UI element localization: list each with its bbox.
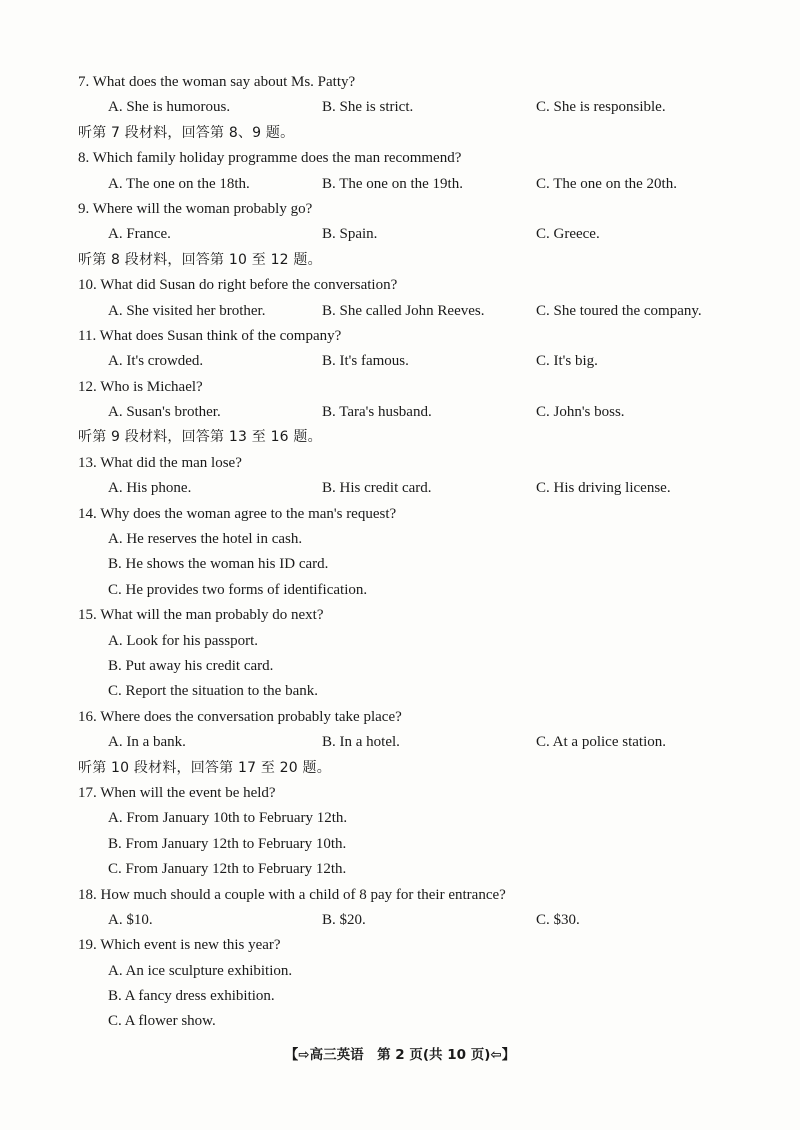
answer-option-a: A. She visited her brother. bbox=[108, 302, 266, 319]
answer-options-row bbox=[78, 299, 738, 324]
section-instruction: 听第 9 段材料，回答第 13 至 16 题。 bbox=[78, 429, 322, 446]
answer-option-a: A. His phone. bbox=[108, 480, 192, 497]
question-stem: 7. What does the woman say about Ms. Patty? bbox=[78, 74, 356, 90]
answer-option-c: C. At a police station. bbox=[536, 734, 666, 751]
question-stem: 9. Where will the woman probably go? bbox=[78, 200, 313, 217]
answer-option-b: B. In a hotel. bbox=[322, 734, 400, 751]
answer-option: B. He shows the woman his ID card. bbox=[108, 556, 329, 573]
answer-option: A. An ice sculpture exhibition. bbox=[108, 962, 293, 979]
answer-options-row bbox=[78, 172, 738, 197]
answer-option-b: B. She is strict. bbox=[322, 99, 414, 116]
answer-option-a: A. The one on the 18th. bbox=[108, 175, 250, 192]
answer-option: C. From January 12th to February 12th. bbox=[108, 861, 347, 878]
answer-option-a: A. Susan's brother. bbox=[108, 404, 221, 421]
answer-option-c: C. $30. bbox=[536, 911, 580, 928]
page-footer: 【⇨高三英语 第 2 页(共 10 页)⇦】 bbox=[284, 1047, 516, 1063]
answer-options-row bbox=[78, 95, 738, 120]
answer-option: C. He provides two forms of identification. bbox=[108, 581, 368, 598]
answer-options-row bbox=[78, 908, 738, 933]
question-stem: 13. What did the man lose? bbox=[78, 454, 242, 471]
answer-option-a: A. $10. bbox=[108, 911, 153, 928]
answer-option-b: B. The one on the 19th. bbox=[322, 175, 463, 192]
answer-option-c: C. John's boss. bbox=[536, 404, 625, 421]
question-stem: 19. Which event is new this year? bbox=[78, 937, 281, 954]
answer-option-a: A. It's crowded. bbox=[108, 353, 204, 370]
question-stem: 18. How much should a couple with a child of 8 pay for their entrance? bbox=[78, 886, 506, 903]
answer-option-c: C. She toured the company. bbox=[536, 302, 702, 319]
question-list bbox=[78, 70, 738, 1035]
answer-option: B. From January 12th to February 10th. bbox=[108, 835, 347, 852]
answer-options-row bbox=[78, 476, 738, 501]
question-stem: 12. Who is Michael? bbox=[78, 378, 203, 395]
answer-option: C. A flower show. bbox=[108, 1013, 216, 1030]
answer-option: C. Report the situation to the bank. bbox=[108, 683, 318, 700]
question-stem: 10. What did Susan do right before the conversation? bbox=[78, 277, 398, 294]
answer-options-row bbox=[78, 400, 738, 425]
answer-option-b: B. She called John Reeves. bbox=[322, 302, 485, 319]
question-stem: 11. What does Susan think of the company? bbox=[78, 327, 342, 344]
answer-options-row bbox=[78, 349, 738, 374]
question-stem: 17. When will the event be held? bbox=[78, 784, 276, 801]
section-instruction: 听第 10 段材料，回答第 17 至 20 题。 bbox=[78, 759, 331, 776]
answer-options-row bbox=[78, 222, 738, 247]
answer-option-a: A. France. bbox=[108, 226, 171, 243]
answer-option-c: C. His driving license. bbox=[536, 480, 671, 497]
answer-option-a: A. She is humorous. bbox=[108, 99, 231, 116]
answer-option: A. Look for his passport. bbox=[108, 632, 258, 649]
answer-option-b: B. His credit card. bbox=[322, 480, 432, 497]
question-stem: 8. Which family holiday programme does the man recommend? bbox=[78, 150, 462, 167]
answer-option-b: B. Tara's husband. bbox=[322, 404, 432, 421]
answer-option: B. A fancy dress exhibition. bbox=[108, 988, 275, 1005]
section-instruction: 听第 8 段材料，回答第 10 至 12 题。 bbox=[78, 251, 322, 268]
answer-option-a: A. In a bank. bbox=[108, 734, 186, 751]
answer-option-c: C. She is responsible. bbox=[536, 99, 666, 116]
question-stem: 15. What will the man probably do next? bbox=[78, 607, 324, 624]
answer-option-b: B. Spain. bbox=[322, 226, 378, 243]
answer-option-b: B. $20. bbox=[322, 911, 366, 928]
question-stem: 16. Where does the conversation probably take place? bbox=[78, 708, 402, 725]
answer-option-c: C. Greece. bbox=[536, 226, 600, 243]
answer-option-c: C. It's big. bbox=[536, 353, 598, 370]
answer-option-b: B. It's famous. bbox=[322, 353, 409, 370]
section-instruction: 听第 7 段材料，回答第 8、9 题。 bbox=[78, 124, 295, 141]
question-stem: 14. Why does the woman agree to the man's request? bbox=[78, 505, 397, 522]
answer-option-c: C. The one on the 20th. bbox=[536, 175, 677, 192]
answer-options-row bbox=[78, 730, 738, 755]
answer-option: B. Put away his credit card. bbox=[108, 657, 274, 674]
answer-option: A. He reserves the hotel in cash. bbox=[108, 531, 303, 548]
answer-option: A. From January 10th to February 12th. bbox=[108, 810, 348, 827]
